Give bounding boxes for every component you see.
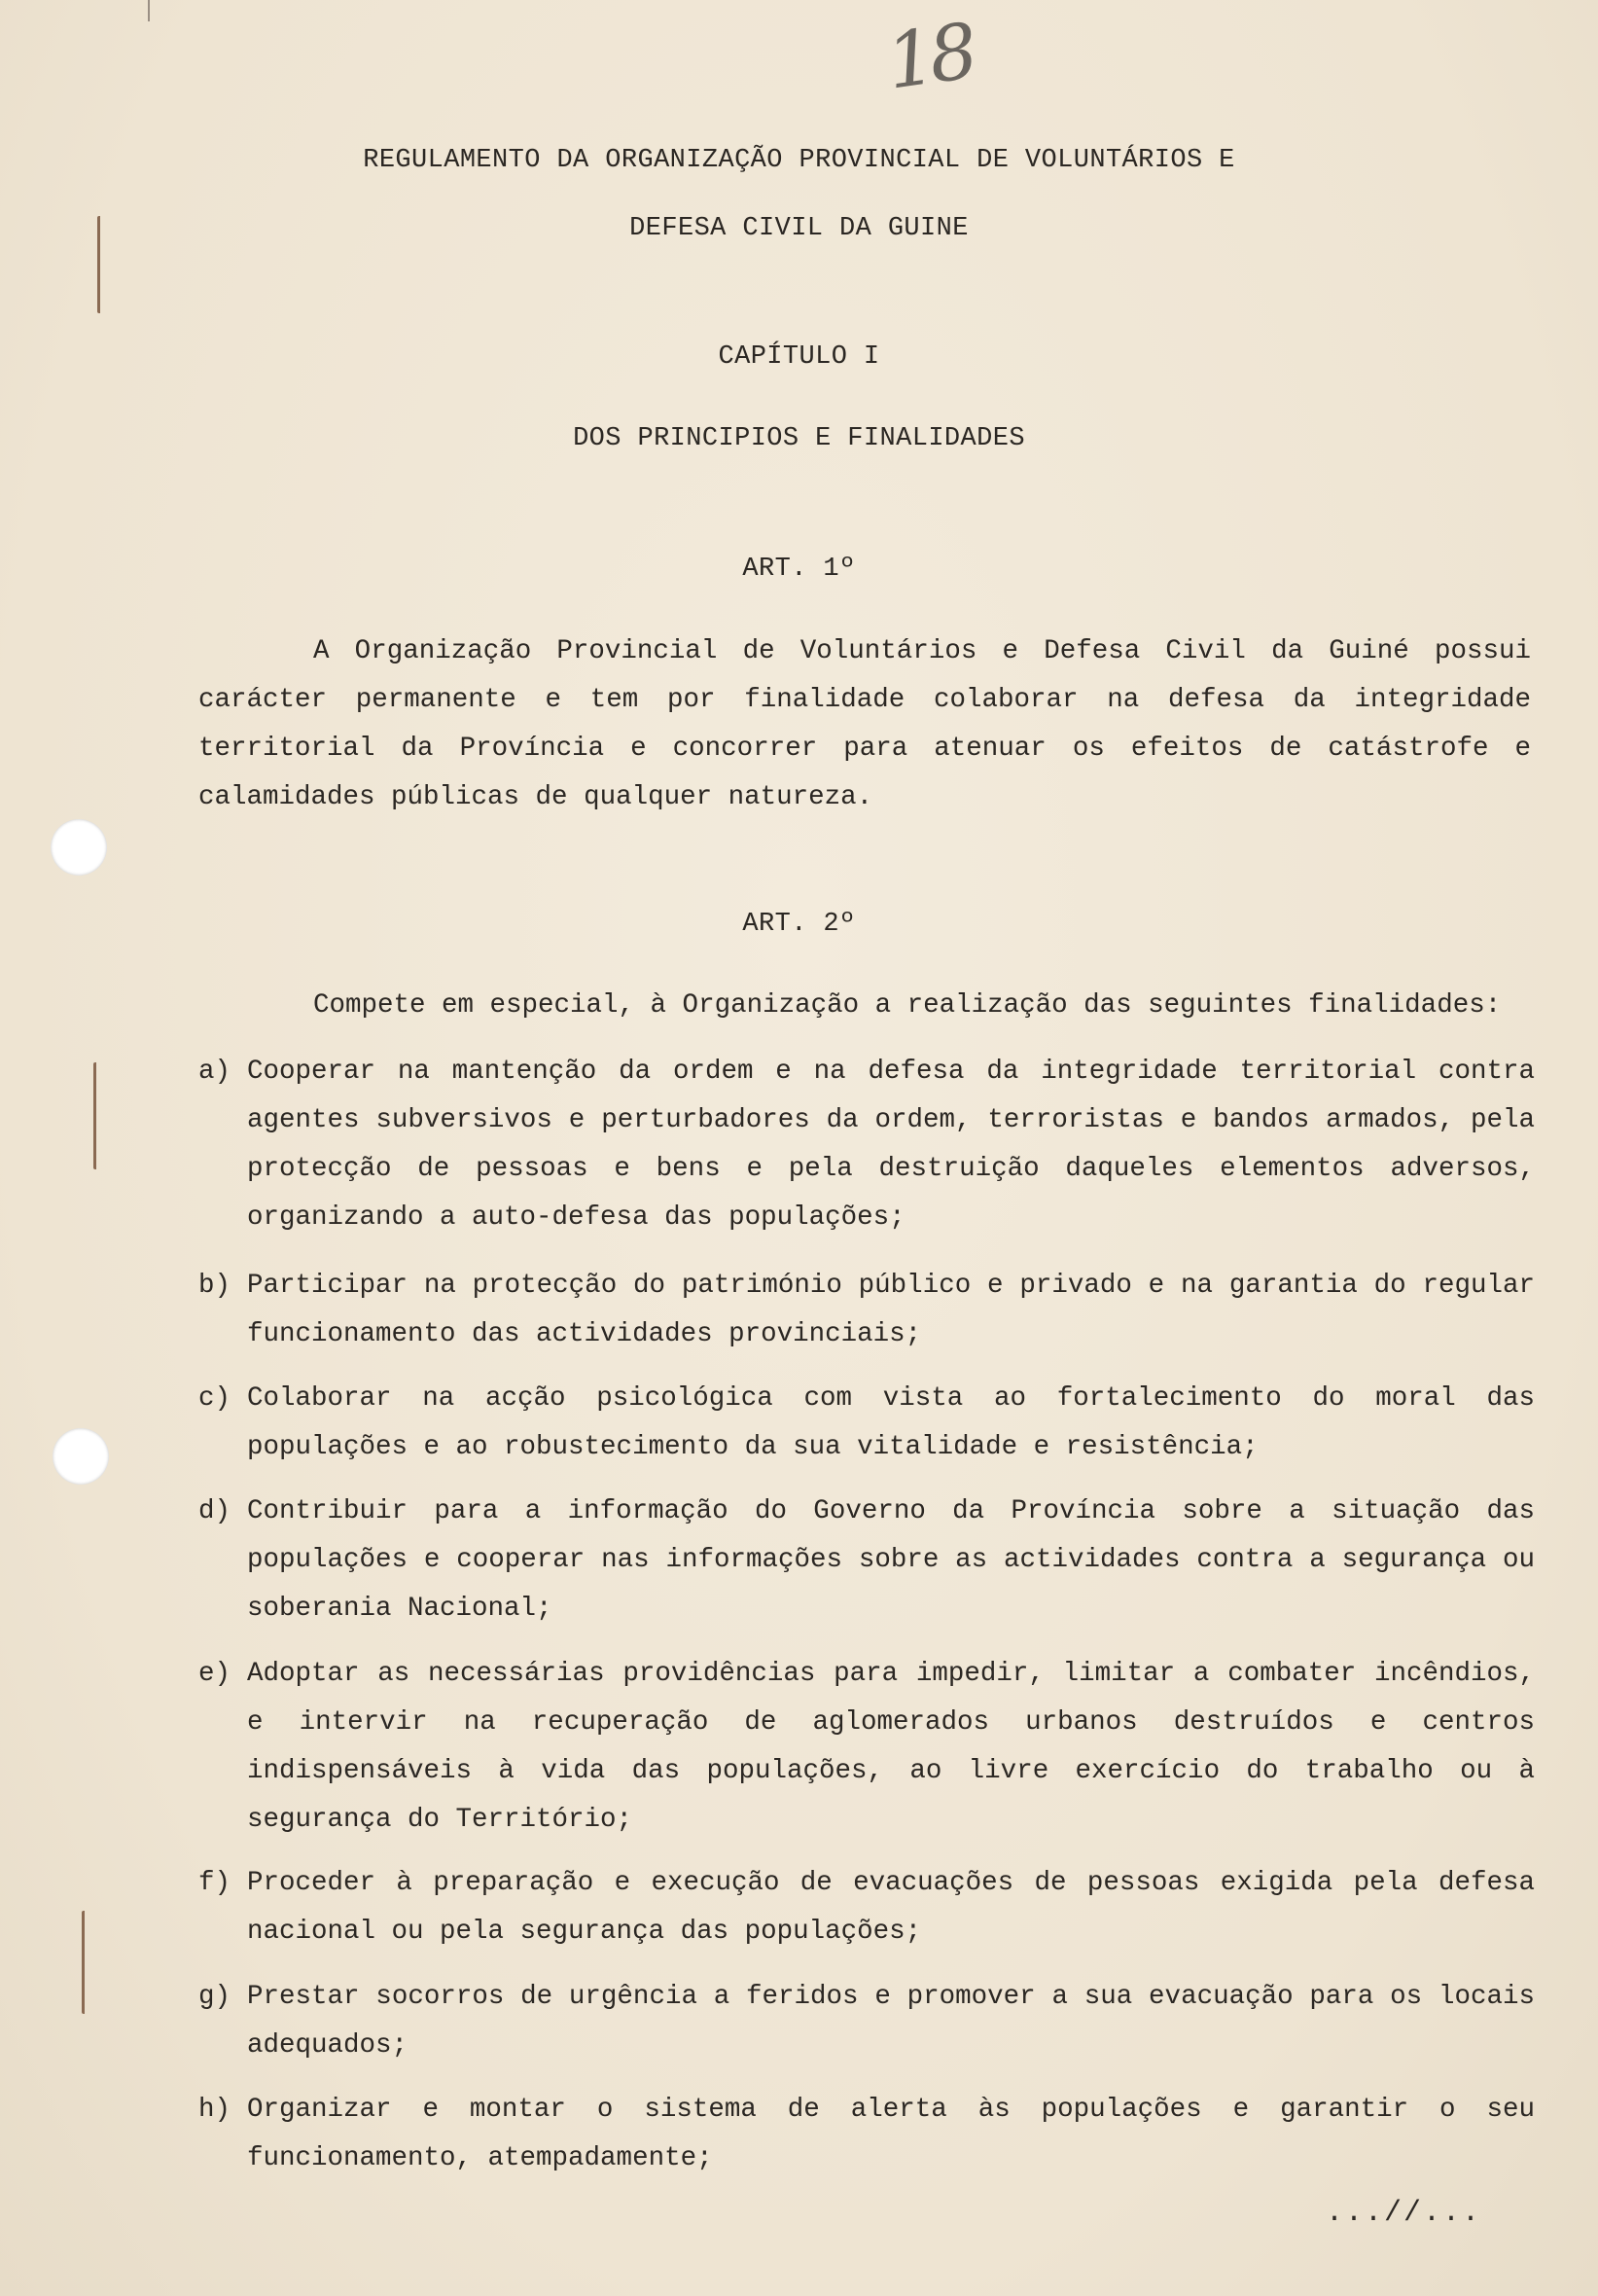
article-1-heading: ART. 1º: [742, 555, 856, 584]
item-text: Colaborar na acção psicológica com vista ao fortalecimento do moral das populações e ao robustecimento da sua vitalidade e resistência;: [247, 1383, 1535, 1462]
item-letter: g): [198, 1982, 231, 2012]
list-item-f: [198, 1859, 1535, 1956]
document-title-line2: DEFESA CIVIL DA GUINE: [629, 214, 969, 243]
staple-mark: [82, 1911, 90, 2014]
list-item-h: [198, 2086, 1535, 2183]
list-item-a: [198, 1048, 1535, 1242]
item-letter: f): [198, 1868, 231, 1898]
item-letter: h): [198, 2095, 231, 2125]
article-1-text: A Organização Provincial de Voluntários e Defesa Civil da Guiné possui carácter permanente e tem por finalidade colaborar na defesa da integridade territorial da Província e concorrer para atenuar os efeitos de catástrofe e calamidades públicas de qualquer natureza.: [198, 636, 1531, 812]
list-item-g: [198, 1973, 1535, 2070]
chapter-subheading: DOS PRINCIPIOS E FINALIDADES: [573, 424, 1025, 453]
item-letter: d): [198, 1496, 231, 1526]
list-item-c: [198, 1375, 1535, 1472]
edge-mark: [148, 0, 150, 21]
list-item-b: [198, 1262, 1535, 1359]
item-text: Cooperar na mantenção da ordem e na defesa da integridade territorial contra agentes subversivos e perturbadores da ordem, terroristas e bandos armados, pela protecção de pessoas e bens e pela destruição daqueles elementos adversos, organizando a auto-defesa das populações;: [247, 1057, 1535, 1233]
item-text: Contribuir para a informação do Governo da Província sobre a situação das populações e cooperar nas informações sobre as actividades contra a segurança ou soberania Nacional;: [247, 1496, 1535, 1624]
punch-hole: [53, 1428, 109, 1485]
item-text: Participar na protecção do património público e privado e na garantia do regular funcionamento das actividades provinciais;: [247, 1271, 1535, 1349]
item-text: Prestar socorros de urgência a feridos e promover a sua evacuação para os locais adequados;: [247, 1982, 1535, 2061]
list-item-d: [198, 1488, 1535, 1633]
item-letter: a): [198, 1057, 231, 1087]
continuation-mark: ...//...: [1325, 2197, 1481, 2230]
handwritten-page-number: 18: [881, 8, 978, 107]
chapter-heading: CAPÍTULO I: [718, 342, 880, 372]
article-2-heading: ART. 2º: [742, 910, 856, 939]
item-letter: e): [198, 1659, 231, 1689]
document-title-line1: REGULAMENTO DA ORGANIZAÇÃO PROVINCIAL DE VOLUNTÁRIOS E: [363, 146, 1235, 175]
item-letter: b): [198, 1271, 231, 1301]
list-item-e: [198, 1650, 1535, 1845]
article-2-intro: Compete em especial, à Organização a realização das seguintes finalidades:: [313, 990, 1502, 1021]
item-text: Organizar e montar o sistema de alerta às populações e garantir o seu funcionamento, atempadamente;: [247, 2095, 1535, 2173]
item-letter: c): [198, 1383, 231, 1414]
item-text: Proceder à preparação e execução de evacuações de pessoas exigida pela defesa nacional ou pela segurança das populações;: [247, 1868, 1535, 1947]
staple-mark: [93, 1062, 102, 1169]
item-text: Adoptar as necessárias providências para impedir, limitar a combater incêndios, e intervir na recuperação de aglomerados urbanos destruídos e centros indispensáveis à vida das populações, ao livre exercício do trabalho ou à segurança do Território;: [247, 1659, 1535, 1835]
punch-hole: [51, 819, 107, 876]
